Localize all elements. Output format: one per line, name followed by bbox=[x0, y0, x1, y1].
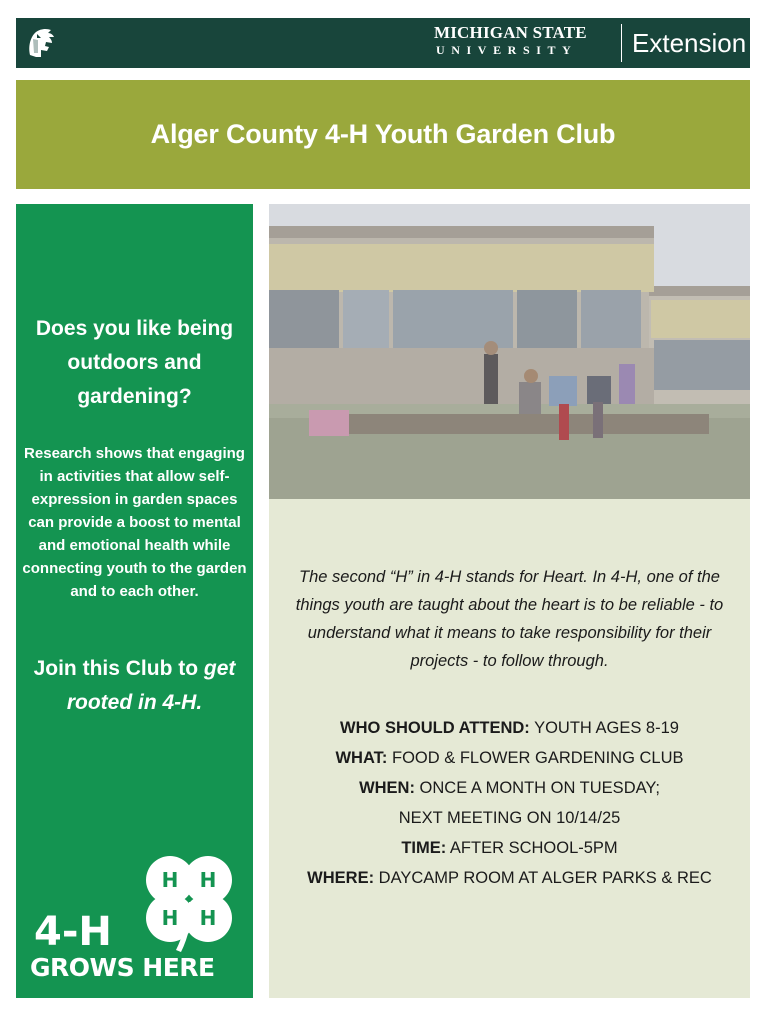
4h-logo-text: 4-H bbox=[34, 909, 112, 955]
garden-photo bbox=[269, 204, 750, 499]
club-details bbox=[269, 713, 750, 893]
detail-label: WHAT: bbox=[335, 749, 388, 767]
detail-value: NEXT MEETING ON 10/14/25 bbox=[398, 809, 621, 827]
join-callout bbox=[18, 652, 251, 720]
research-text: Research shows that engaging in activities that allow self-expression in garden spaces can provide a boost to mental and emotional health while connecting youth to the garden and to each other. bbox=[22, 445, 247, 600]
university-name-line2: UNIVERSITY bbox=[436, 43, 578, 57]
detail-row-where bbox=[269, 863, 750, 893]
detail-label: TIME: bbox=[401, 839, 447, 857]
4h-grows-here-logo bbox=[28, 850, 248, 990]
detail-row-next-meeting bbox=[269, 803, 750, 833]
header-bar bbox=[16, 18, 750, 68]
detail-value: YOUTH AGES 8-19 bbox=[529, 719, 679, 737]
detail-value: ONCE A MONTH ON TUESDAY; bbox=[414, 779, 660, 797]
wordmark-divider bbox=[621, 24, 622, 62]
detail-row-when bbox=[269, 773, 750, 803]
join-emphasis: get rooted in 4-H. bbox=[66, 657, 236, 714]
detail-value: AFTER SCHOOL-5PM bbox=[446, 839, 618, 857]
clover-letter: H bbox=[161, 906, 179, 930]
garden-photo-illustration bbox=[269, 204, 750, 499]
info-panel bbox=[269, 499, 750, 998]
intro-question: Does you like being outdoors and gardening? bbox=[35, 317, 234, 408]
detail-value: DAYCAMP ROOM AT ALGER PARKS & REC bbox=[374, 869, 712, 887]
grows-here-text: GROWS HERE bbox=[30, 953, 215, 982]
spartan-helmet-icon bbox=[24, 25, 58, 61]
detail-label: WHERE: bbox=[307, 869, 375, 887]
detail-row-who bbox=[269, 713, 750, 743]
left-panel bbox=[16, 204, 253, 998]
clover-letter: H bbox=[161, 868, 179, 892]
page-title: Alger County 4-H Youth Garden Club bbox=[150, 119, 616, 149]
university-name-line1: MICHIGAN STATE bbox=[434, 23, 587, 42]
extension-label: Extension bbox=[632, 28, 747, 58]
join-text: Join this Club to bbox=[33, 657, 204, 680]
detail-label: WHO SHOULD ATTEND: bbox=[340, 719, 530, 737]
clover-letter: H bbox=[199, 868, 217, 892]
detail-row-time bbox=[269, 833, 750, 863]
detail-value: FOOD & FLOWER GARDENING CLUB bbox=[387, 749, 684, 767]
detail-row-what bbox=[269, 743, 750, 773]
university-wordmark bbox=[434, 24, 614, 58]
four-leaf-clover-icon bbox=[134, 850, 244, 960]
clover-letter: H bbox=[199, 906, 217, 930]
detail-label: WHEN: bbox=[359, 779, 415, 797]
heart-description: The second “H” in 4-H stands for Heart. In 4-H, one of the things youth are taught about the heart is to be reliable - to understand what it means to take responsibility for their projects - to follow through. bbox=[295, 568, 724, 670]
title-banner bbox=[16, 80, 750, 189]
